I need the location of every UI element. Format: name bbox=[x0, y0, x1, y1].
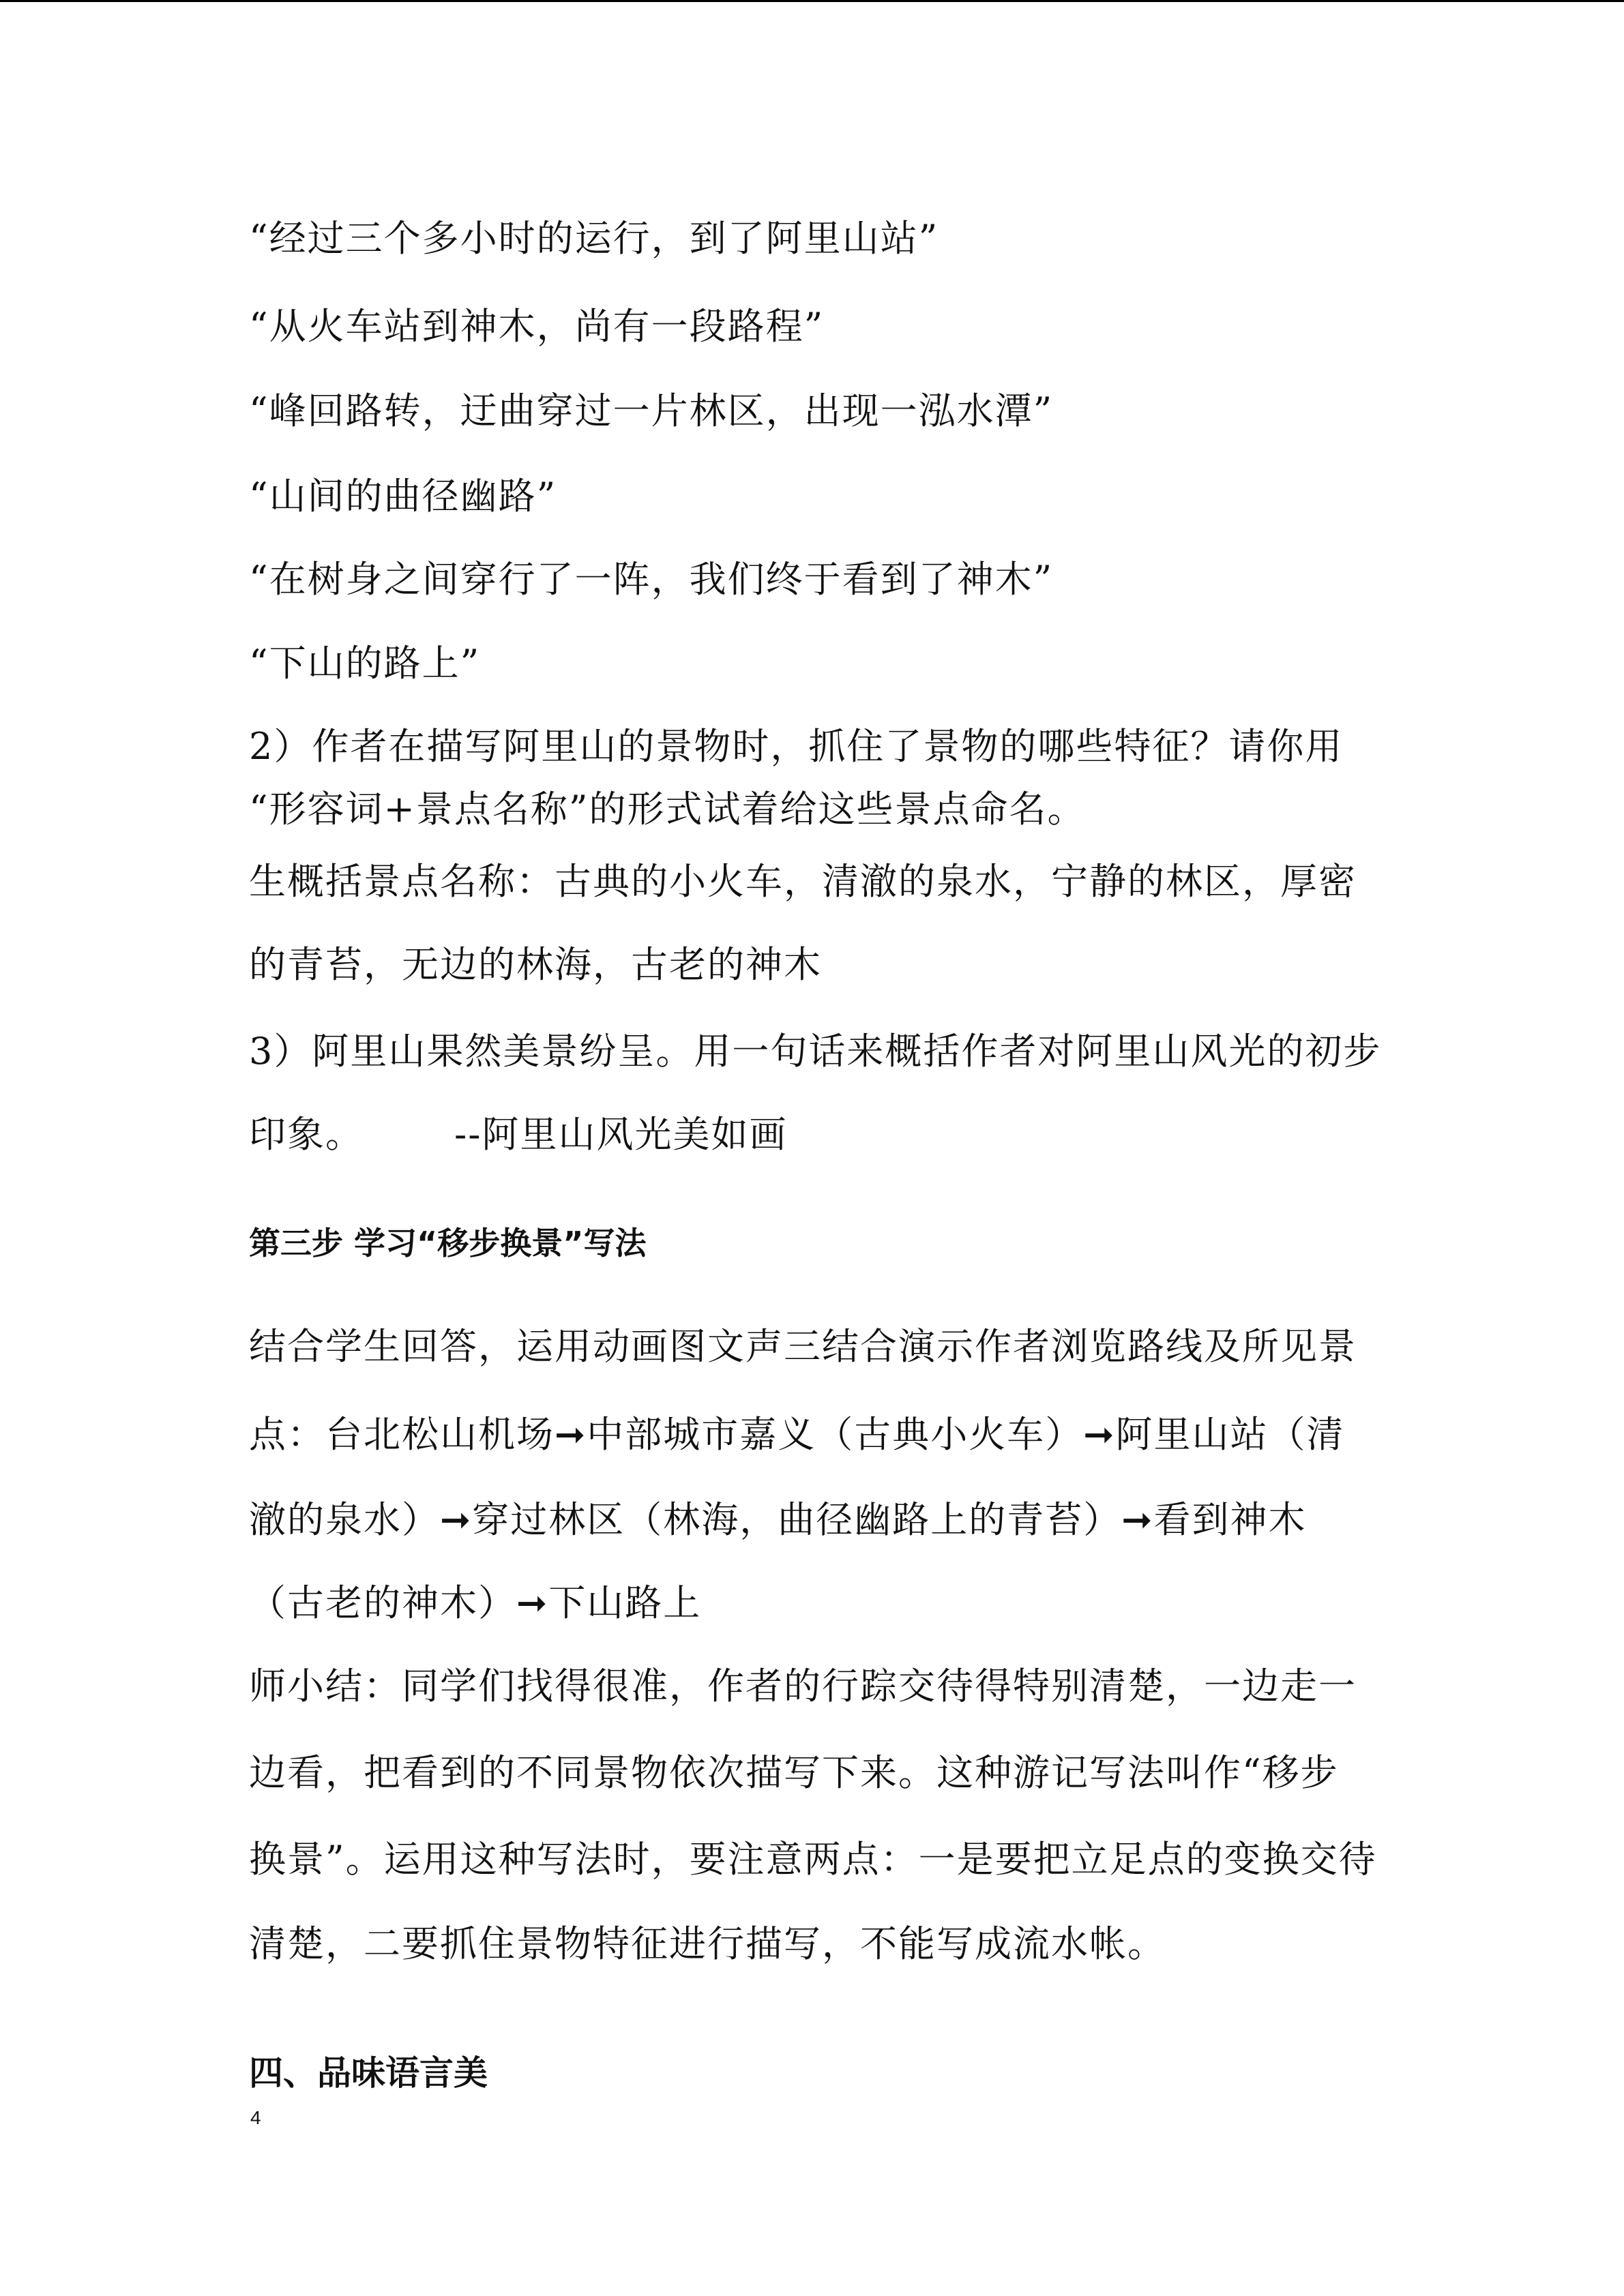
top-border-rule bbox=[0, 0, 1624, 2]
quote-line: “峰回路转，迂曲穿过一片林区，出现一泓水潭” bbox=[249, 389, 1054, 432]
quote-line: “在树身之间穿行了一阵，我们终于看到了神木” bbox=[249, 558, 1054, 601]
question-3-answer: --阿里山风光美如画 bbox=[454, 1113, 788, 1156]
quote-line: “从火车站到神木，尚有一段路程” bbox=[249, 305, 825, 348]
question-2-line: 2）作者在描写阿里山的景物时，抓住了景物的哪些特征？请你用 bbox=[249, 725, 1344, 768]
answer-2-line: 的青苔，无边的林海，古老的神木 bbox=[249, 943, 822, 986]
answer-2-line: 生概括景点名称：古典的小火车，清澈的泉水，宁静的林区，厚密 bbox=[249, 860, 1357, 903]
question-3-line-start: 印象。 bbox=[249, 1113, 364, 1156]
quote-line: “下山的路上” bbox=[249, 642, 481, 685]
question-2-line: “形容词+景点名称”的形式试着给这些景点命名。 bbox=[249, 788, 1086, 831]
quote-line: “山间的曲径幽路” bbox=[249, 475, 557, 518]
summary-line: 边看，把看到的不同景物依次描写下来。这种游记写法叫作“移步 bbox=[249, 1751, 1339, 1794]
route-line: 结合学生回答，运用动画图文声三结合演示作者浏览路线及所见景 bbox=[249, 1325, 1357, 1368]
summary-line: 换景”。运用这种写法时，要注意两点：一是要把立足点的变换交待 bbox=[249, 1838, 1377, 1881]
quote-line: “经过三个多小时的运行，到了阿里山站” bbox=[249, 217, 939, 260]
route-line: 点：台北松山机场➞中部城市嘉义（古典小火车）➞阿里山站（清 bbox=[249, 1413, 1345, 1456]
section-4-heading: 四、品味语言美 bbox=[249, 2053, 488, 2093]
question-3-line: 3）阿里山果然美景纷呈。用一句话来概括作者对阿里山风光的初步 bbox=[249, 1030, 1382, 1073]
summary-line: 师小结：同学们找得很准，作者的行踪交待得特别清楚，一边走一 bbox=[249, 1665, 1357, 1708]
route-line: （古老的神木）➞下山路上 bbox=[249, 1581, 702, 1624]
summary-line: 清楚，二要抓住景物特征进行描写，不能写成流水帐。 bbox=[249, 1922, 1166, 1965]
step-3-heading: 第三步 学习“移步换景”写法 bbox=[249, 1225, 647, 1262]
page-number: 4 bbox=[250, 2107, 261, 2128]
route-line: 澈的泉水）➞穿过林区（林海，曲径幽路上的青苔）➞看到神木 bbox=[249, 1498, 1307, 1541]
